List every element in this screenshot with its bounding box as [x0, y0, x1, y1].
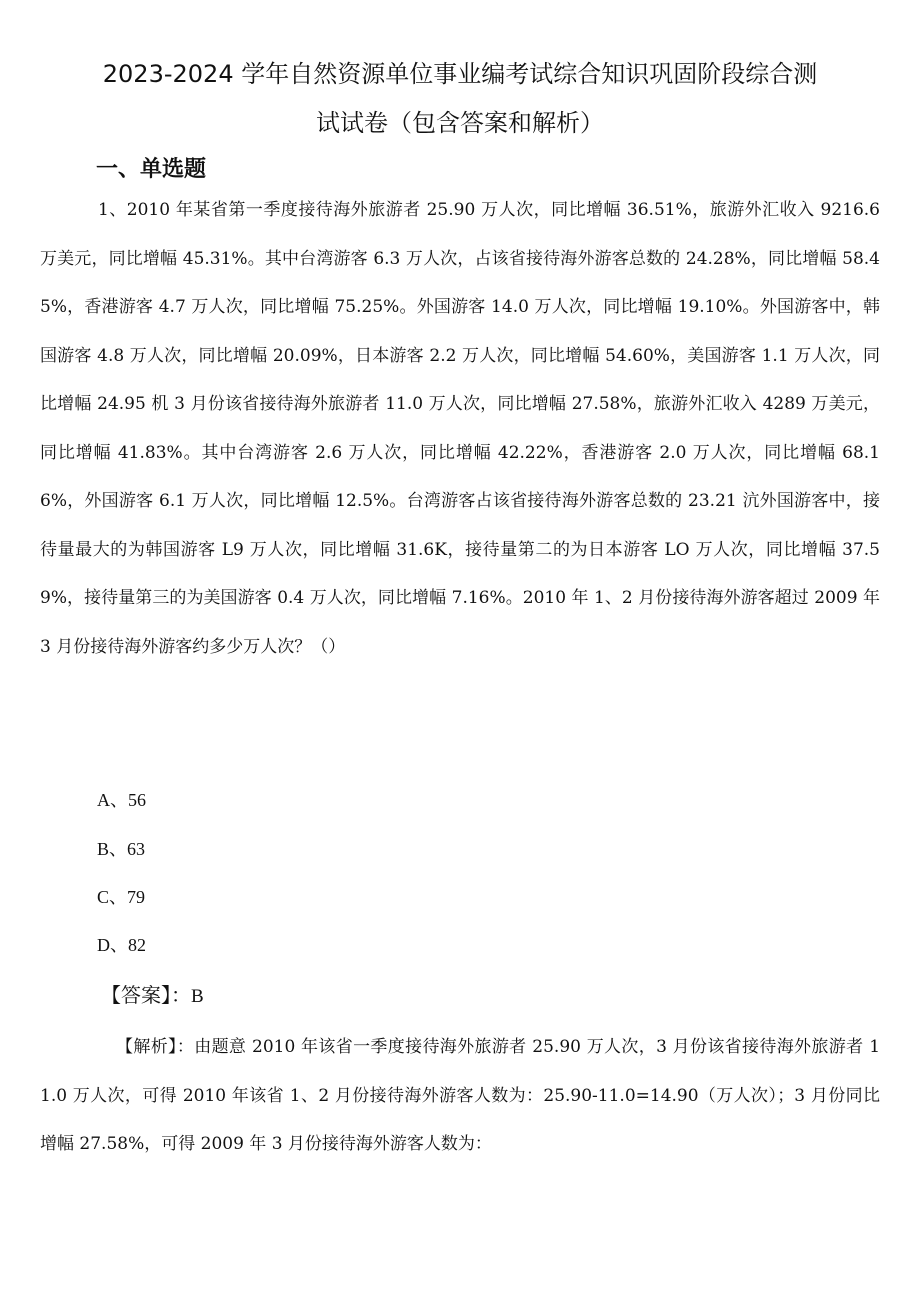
analysis-text: ：由题意 2010 年该省一季度接待海外旅游者 25.90 万人次，3 月份该省接待海外旅游者 11.0 万人次，可得 2010 年该省 1、2 月份接待海外游客人数为：25.90-11.0=14.90（万人次）；3 月份同比增幅 27.58%，可得 2009 年 3 月份接待海外游客人数为： [40, 1037, 881, 1154]
option-d: D、82 [97, 935, 146, 955]
document-title-line2: 试试卷（包含答案和解析） [316, 109, 604, 137]
option-a: A、56 [97, 790, 146, 810]
answer-label: 【答案】 [101, 983, 171, 1007]
document-title-line1: 2023-2024 学年自然资源单位事业编考试综合知识巩固阶段综合测 [102, 60, 818, 88]
analysis-label: 【解析】 [116, 1037, 177, 1057]
option-c: C、79 [97, 887, 146, 907]
answer-line [101, 983, 204, 1009]
analysis-paragraph [40, 1023, 880, 1169]
option-b: B、63 [97, 839, 146, 859]
answer-separator: ： [171, 983, 191, 1007]
question-text: 1、2010 年某省第一季度接待海外旅游者 25.90 万人次，同比增幅 36.51%，旅游外汇收入 9216.6 万美元，同比增幅 45.31%。其中台湾游客 6.3 万人次，占该省接待海外游客总数的 24.28%，同比增幅 58.45%，香港游客 4.7 万人次，同比增幅 75.25%。外国游客 14.0 万人次，同比增幅 19.10%。外国游客中，韩国游客 4.8 万人次，同比增幅 20.09%，日本游客 2.2 万人次，同比增幅 54.60%，美国游客 1.1 万人次，同比增幅 24.95 机 3 月份该省接待海外旅游者 11.0 万人次，同比增幅 27.58%，旅游外汇收入 4289 万美元，同比增幅 41.83%。其中台湾游客 2.6 万人次，同比增幅 42.22%，香港游客 2.0 万人次，同比增幅 68.16%，外国游客 6.1 万人次，同比增幅 12.5%。台湾游客占该省接待海外游客总数的 23.21 沆外国游客中，接待量最大的为韩国游客 L9 万人次，同比增幅 31.6K，接待量第二的为日本游客 LO 万人次，同比增幅 37.59%，接待量第三的为美国游客 0.4 万人次，同比增幅 7.16%。2010 年 1、2 月份接待海外游客超过 2009 年 3 月份接待海外游客约多少万人次？（） [40, 200, 880, 657]
answer-value: B [191, 986, 204, 1007]
section-heading: 一、单选题 [96, 157, 207, 182]
